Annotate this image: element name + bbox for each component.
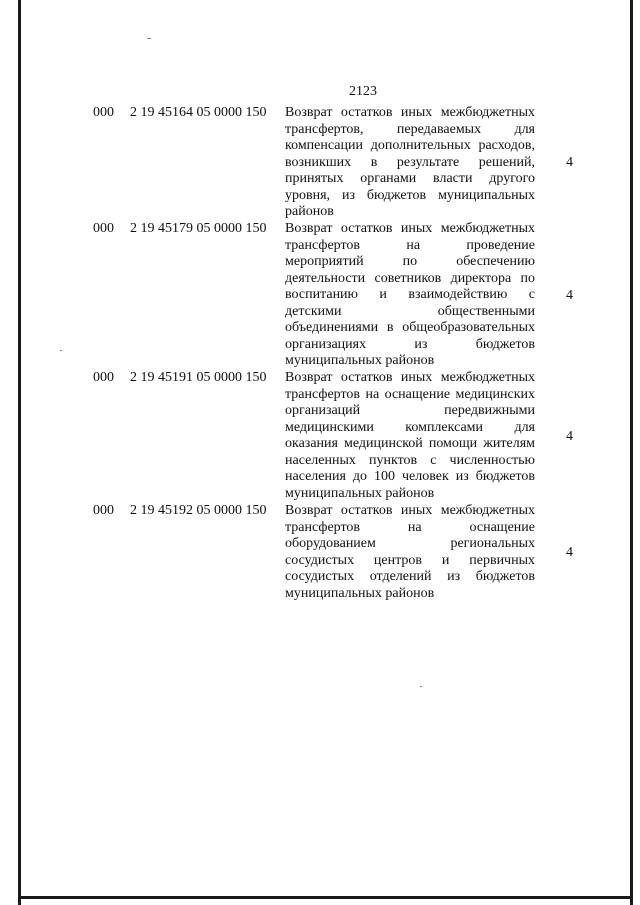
scan-border-right xyxy=(630,0,633,905)
scan-speck xyxy=(147,38,151,39)
scan-border-bottom xyxy=(18,896,633,899)
income-name-line: Возврат остатков иных межбюджетных xyxy=(285,105,535,120)
amount-value: 4 xyxy=(566,545,573,560)
income-name-line: компенсации дополнительных расходов, xyxy=(285,138,535,153)
income-name-line: трансфертов на оснащение медицинских xyxy=(285,386,535,402)
income-name-line: Возврат остатков иных межбюджетных xyxy=(285,370,535,385)
income-name-line: районов xyxy=(285,204,334,219)
income-name xyxy=(285,370,535,502)
admin-code: 000 xyxy=(93,503,114,518)
income-name-line: Возврат остатков иных межбюджетных xyxy=(285,221,535,236)
income-name-line: оборудованием региональных xyxy=(285,536,535,551)
admin-code: 000 xyxy=(93,370,114,385)
income-name-line: сосудистых центров и первичных xyxy=(285,552,535,568)
budget-classification-code: 2 19 45191 05 0000 150 xyxy=(130,370,267,385)
income-name-line: трансфертов на проведение xyxy=(285,237,535,253)
income-name-line: населения до 100 человек из бюджетов xyxy=(285,469,535,484)
income-name-line: организаций передвижными xyxy=(285,403,535,418)
budget-classification-code: 2 19 45164 05 0000 150 xyxy=(130,105,267,120)
income-name-line: деятельности советников директора по xyxy=(285,270,535,286)
income-name xyxy=(285,221,535,370)
scan-speck xyxy=(420,686,422,687)
income-name-line: муниципальных районов xyxy=(285,485,435,501)
budget-classification-code: 2 19 45192 05 0000 150 xyxy=(130,503,267,518)
income-name-line: муниципальных районов xyxy=(285,585,435,601)
income-name-line: объединениями в общеобразовательных xyxy=(285,320,535,335)
income-name-line: трансфертов на оснащение xyxy=(285,519,535,535)
income-name-line: населенных пунктов с численностью xyxy=(285,452,535,468)
income-name-line: трансфертов, передаваемых для xyxy=(285,121,535,137)
income-name-line: муниципальных районов xyxy=(285,353,435,368)
income-name-line: уровня, из бюджетов муниципальных xyxy=(285,187,535,203)
income-name-line: Возврат остатков иных межбюджетных xyxy=(285,503,535,518)
income-name-line: детскими общественными xyxy=(285,303,535,319)
scan-border-left xyxy=(18,0,21,905)
amount-value: 4 xyxy=(566,288,573,303)
admin-code: 000 xyxy=(93,221,114,236)
income-name-line: сосудистых отделений из бюджетов xyxy=(285,569,535,584)
admin-code: 000 xyxy=(93,105,114,120)
income-name xyxy=(285,105,535,221)
amount-value: 4 xyxy=(566,155,573,170)
income-name-line: принятых органами власти другого xyxy=(285,171,535,186)
income-name-line: медицинскими комплексами для xyxy=(285,419,535,435)
income-name-line: мероприятий по обеспечению xyxy=(285,254,535,269)
income-name-line: организациях из бюджетов xyxy=(285,336,535,352)
income-name xyxy=(285,503,535,602)
income-name-line: оказания медицинской помощи жителям xyxy=(285,436,535,451)
income-name-line: воспитанию и взаимодействию с xyxy=(285,287,535,302)
income-name-line: возникших в результате решений, xyxy=(285,154,535,170)
budget-classification-code: 2 19 45179 05 0000 150 xyxy=(130,221,267,236)
amount-value: 4 xyxy=(566,429,573,444)
page-number: 2123 xyxy=(349,84,377,99)
scan-speck xyxy=(60,350,62,351)
